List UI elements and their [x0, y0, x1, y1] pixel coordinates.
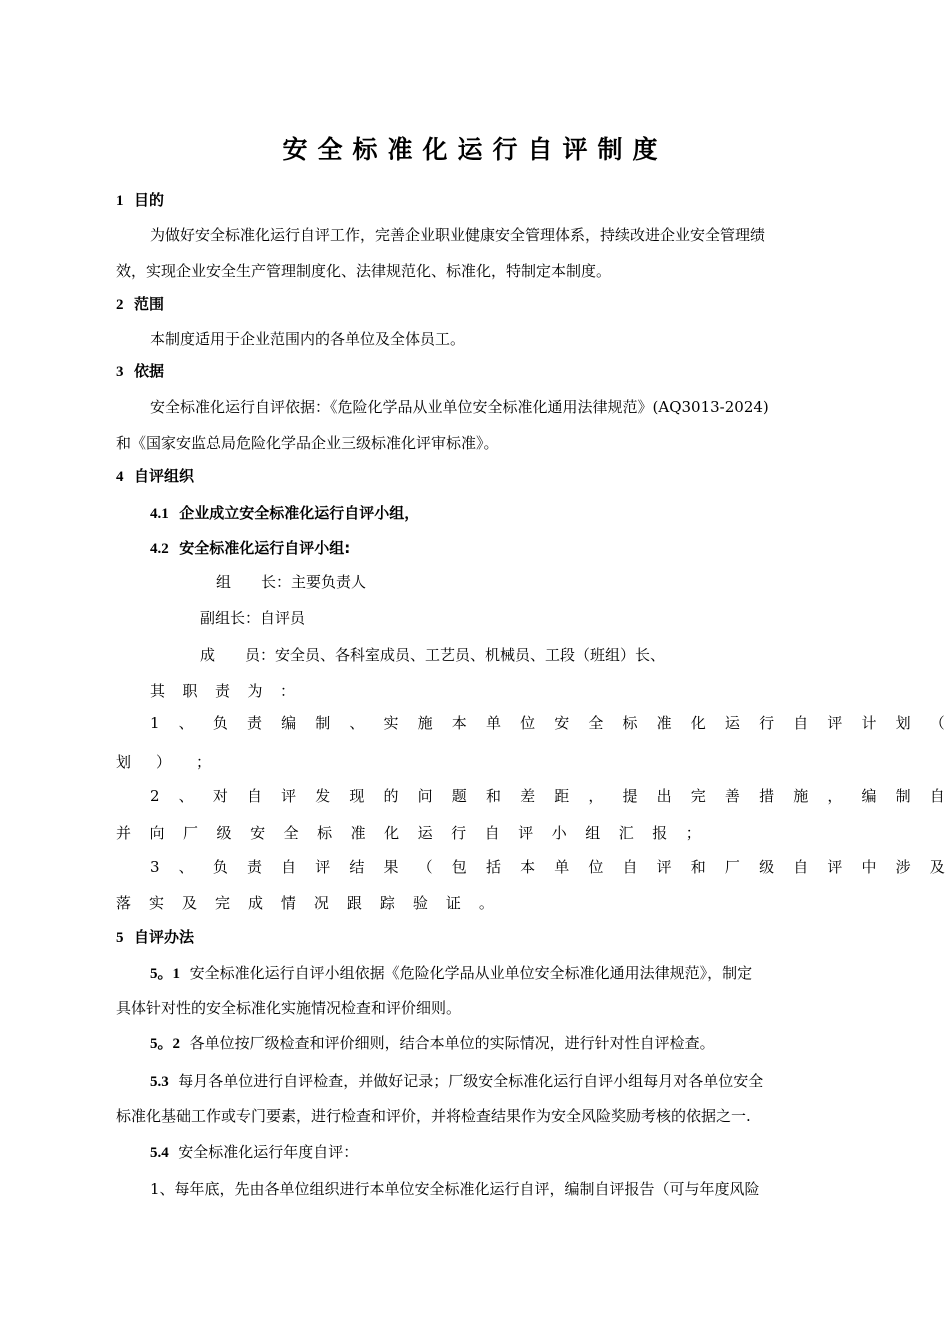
char: 化	[690, 714, 706, 732]
section-number: 3	[116, 364, 124, 380]
char: 自	[622, 858, 638, 876]
char: 发	[315, 787, 331, 805]
char: 落	[116, 894, 132, 912]
char: 评	[827, 714, 843, 732]
char: 问	[417, 787, 433, 805]
char: 、	[349, 714, 365, 732]
subsection-number: 4.1	[150, 506, 169, 522]
char: 并	[116, 824, 132, 842]
char: ；	[685, 824, 701, 842]
char: 善	[724, 787, 740, 805]
char: 厂	[724, 858, 740, 876]
char: ，	[827, 787, 843, 805]
char: ：	[279, 682, 295, 700]
char: 级	[216, 824, 232, 842]
char: 编	[861, 787, 877, 805]
char: 行	[759, 714, 775, 732]
char: 涉	[895, 858, 911, 876]
char: 成	[247, 894, 263, 912]
char: 实	[148, 894, 164, 912]
role-value: 主要负责人	[291, 573, 367, 591]
role-value: 自评员	[260, 609, 306, 627]
char: 标	[622, 714, 638, 732]
section-number: 2	[116, 297, 124, 313]
char: 施	[417, 714, 433, 732]
subsection-5-1	[150, 963, 752, 984]
duties-heading	[150, 681, 295, 701]
char: 其	[150, 682, 166, 700]
char: 划	[895, 714, 911, 732]
char: 安	[554, 714, 570, 732]
subsection-text: 安全标准化运行年度自评：	[178, 1143, 359, 1161]
char: 组	[585, 824, 601, 842]
char: 评	[315, 858, 331, 876]
duty-line	[150, 857, 945, 877]
duty-line	[116, 823, 701, 843]
char: ）	[155, 753, 171, 771]
document-title: 安全标准化运行自评制度	[282, 135, 668, 164]
section-number: 1	[116, 193, 124, 209]
char: 向	[149, 824, 165, 842]
char: 证	[445, 894, 461, 912]
char: 实	[383, 714, 399, 732]
subsection-4-2	[150, 538, 350, 559]
char: 负	[212, 714, 228, 732]
char: 现	[349, 787, 365, 805]
char: 行	[451, 824, 467, 842]
char: 安	[250, 824, 266, 842]
char: 括	[485, 858, 501, 876]
char: 自	[793, 858, 809, 876]
char: 题	[451, 787, 467, 805]
char: 准	[656, 714, 672, 732]
section-title: 自评办法	[133, 928, 194, 946]
section-1-heading	[116, 190, 164, 211]
paragraph-line: 本制度适用于企业范围内的各单位及全体员工。	[150, 330, 466, 348]
char: （	[417, 858, 433, 876]
char: 1	[150, 714, 160, 732]
char: 责	[246, 858, 262, 876]
char: （	[929, 714, 945, 732]
char: 评	[656, 858, 672, 876]
char: 单	[554, 858, 570, 876]
subsection-5-2	[150, 1033, 715, 1054]
char: 自	[929, 787, 945, 805]
char: ，	[588, 787, 604, 805]
char: 对	[212, 787, 228, 805]
char: 距	[554, 787, 570, 805]
paragraph-line: 和《国家安监总局危险化学品企业三级标准化评审标准》。	[116, 434, 499, 452]
paragraph-line: 标准化基础工作或专门要素，进行检查和评价，并将检查结果作为安全风险奖励考核的依据之一.	[116, 1107, 751, 1125]
subsection-text: 每月各单位进行自评检查，并做好记录；厂级安全标准化运行自评小组每月对各单位安全	[178, 1072, 764, 1090]
role-label: 副组长：	[200, 609, 261, 627]
char: 果	[383, 858, 399, 876]
char: 负	[212, 858, 228, 876]
char: 划	[116, 753, 132, 771]
paragraph-line: 1、每年底，先由各单位组织进行本单位安全标准化运行自评，编制自评报告（可与年度风险	[150, 1180, 760, 1198]
char: 责	[246, 714, 262, 732]
members-line	[200, 645, 665, 665]
duty-line	[150, 786, 945, 806]
char: 全	[588, 714, 604, 732]
char: 2	[150, 787, 160, 805]
team-leader-line	[216, 572, 366, 592]
char: 自	[484, 824, 500, 842]
paragraph-line: 安全标准化运行自评依据：《危险化学品从业单位安全标准化通用法律规范》(AQ3013-2024)	[150, 398, 769, 416]
char: 自	[281, 858, 297, 876]
duty-line	[116, 752, 211, 772]
char: 报	[652, 824, 668, 842]
char: 评	[827, 858, 843, 876]
char: 情	[280, 894, 296, 912]
char: 评	[518, 824, 534, 842]
char: 完	[690, 787, 706, 805]
char: 计	[861, 714, 877, 732]
char: 验	[412, 894, 428, 912]
char: 、	[178, 858, 194, 876]
char: 差	[520, 787, 536, 805]
role-label: 成 员：	[200, 646, 276, 664]
char: 小	[551, 824, 567, 842]
section-4-heading	[116, 466, 194, 487]
char: 为	[247, 682, 263, 700]
char: 运	[417, 824, 433, 842]
char: 和	[485, 787, 501, 805]
section-title: 范围	[133, 295, 164, 313]
subsection-text: 各单位按厂级检查和评价细则，结合本单位的实际情况，进行针对性自评检查。	[189, 1034, 715, 1052]
subsection-number: 5.4	[150, 1145, 169, 1161]
char: 况	[313, 894, 329, 912]
char: 厂	[183, 824, 199, 842]
subsection-5-3	[150, 1071, 763, 1092]
section-2-heading	[116, 294, 164, 315]
char: 提	[622, 787, 638, 805]
char: ；	[195, 753, 211, 771]
role-label: 组 长：	[216, 573, 292, 591]
char: 和	[690, 858, 706, 876]
vice-leader-line	[200, 608, 305, 628]
subsection-4-1	[150, 503, 419, 524]
char: 施	[793, 787, 809, 805]
char: 及	[929, 858, 945, 876]
duty-line	[150, 713, 945, 733]
char: 全	[283, 824, 299, 842]
char: 结	[349, 858, 365, 876]
char: 编	[281, 714, 297, 732]
char: 跟	[346, 894, 362, 912]
section-title: 目的	[133, 191, 164, 209]
paragraph-line: 效，实现企业安全生产管理制度化、法律规范化、标准化，特制定本制度。	[116, 262, 612, 280]
char: 出	[656, 787, 672, 805]
subsection-number: 5.3	[150, 1074, 169, 1090]
char: 3	[150, 858, 160, 876]
paragraph-line: 为做好安全标准化运行自评工作，完善企业职业健康安全管理体系，持续改进企业安全管理绩	[150, 226, 766, 244]
subsection-text: 企业成立安全标准化运行自评小组，	[179, 504, 420, 522]
char: 运	[724, 714, 740, 732]
char: 踪	[379, 894, 395, 912]
role-value: 安全员、各科室成员、工艺员、机械员、工段（班组）长、	[275, 646, 666, 664]
subsection-number: 5。2	[150, 1036, 181, 1052]
char: 单	[485, 714, 501, 732]
char: 级	[759, 858, 775, 876]
char: 包	[451, 858, 467, 876]
char: 责	[214, 682, 230, 700]
duty-line	[116, 893, 494, 913]
section-number: 5	[116, 930, 124, 946]
char: 本	[520, 858, 536, 876]
char: 汇	[618, 824, 634, 842]
char: 化	[384, 824, 400, 842]
char: 的	[383, 787, 399, 805]
char: 及	[181, 894, 197, 912]
section-5-heading	[116, 927, 194, 948]
char: 、	[178, 787, 194, 805]
char: 本	[451, 714, 467, 732]
subsection-text: 安全标准化运行自评小组依据《危险化学品从业单位安全标准化通用法律规范》，制定	[189, 964, 753, 982]
section-title: 依据	[133, 362, 164, 380]
char: 制	[315, 714, 331, 732]
subsection-text: 安全标准化运行自评小组:	[179, 539, 351, 557]
section-3-heading	[116, 361, 164, 382]
subsection-number: 5。1	[150, 966, 181, 982]
char: 准	[350, 824, 366, 842]
char: 位	[520, 714, 536, 732]
char: 措	[759, 787, 775, 805]
char: 评	[281, 787, 297, 805]
char: 、	[178, 714, 194, 732]
char: 自	[246, 787, 262, 805]
paragraph-line: 具体针对性的安全标准化实施情况检查和评价细则。	[116, 999, 462, 1017]
section-number: 4	[116, 469, 124, 485]
subsection-5-4	[150, 1142, 358, 1163]
char: 中	[861, 858, 877, 876]
char: 位	[588, 858, 604, 876]
char: 完	[214, 894, 230, 912]
char: 标	[317, 824, 333, 842]
char: 职	[182, 682, 198, 700]
char: 制	[895, 787, 911, 805]
section-title: 自评组织	[133, 467, 194, 485]
char: 。	[478, 894, 494, 912]
char: 自	[793, 714, 809, 732]
subsection-number: 4.2	[150, 541, 169, 557]
